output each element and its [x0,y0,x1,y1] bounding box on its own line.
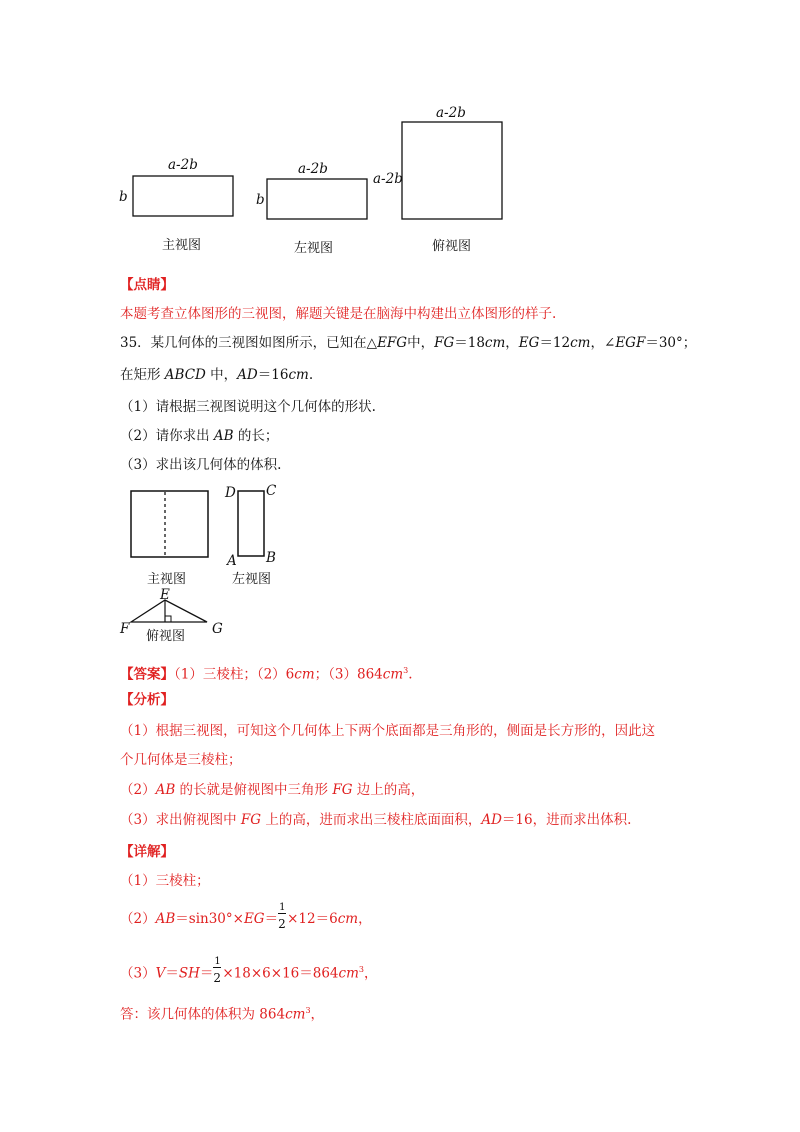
top-view-top-label: a-2b [436,105,466,121]
left-view-rect [267,179,367,219]
analysis-line-2: 个几何体是三棱柱； [120,752,242,768]
top-view-side-label: a-2b [373,171,403,187]
question-2: （2）请你求出 AB 的长； [120,428,279,444]
question-1: （1）请根据三视图说明这个几何体的形状. [120,399,376,415]
analysis-line-3: （2）AB 的长就是俯视图中三角形 FG 边上的高， [120,782,425,798]
front-view-side-label: b [119,189,128,205]
question-3: （3）求出该几何体的体积. [120,457,282,473]
label-D: D [225,485,236,501]
analysis-line-1: （1）根据三视图，可知这个几何体上下两个底面都是三角形的，侧面是长方形的，因此这 [120,723,656,739]
dianjing-heading: 【点睛】 [120,277,174,293]
analysis-heading: 【分析】 [120,692,174,708]
left-view-top-label: a-2b [298,161,328,177]
detail-final-answer: 答：该几何体的体积为 $864cm^3$， [120,1006,325,1023]
fraction-one-half-2: $\frac{1}{2}$ [213,956,222,985]
front-view-top-label: a-2b [168,157,198,173]
label-B: B [266,550,276,566]
detail-line-1: （1）三棱柱； [120,873,210,889]
label-F: F [120,621,130,637]
fraction-one-half: $\frac{1}{2}$ [278,901,286,931]
problem-line-2: 在矩形 ABCD 中，AD＝16cm. [120,367,314,383]
three-views-diagram-2 [0,480,300,640]
left-view-rect [238,491,264,556]
problem-line-1: 35．某几何体的三视图如图所示，已知在△EFG中，FG＝18cm，EG＝12cm，∠EGF＝30°； [120,335,697,351]
dianjing-text: 本题考查立体图形的三视图，解题关键是在脑海中构建出立体图形的样子. [120,306,557,322]
right-angle-mark [165,616,171,622]
front-view-rect [131,491,208,557]
left-view-side-label: b [256,192,265,208]
front-view-rect [133,176,233,216]
top-view-rect [402,122,502,219]
top-view-caption-2: 俯视图 [146,629,186,644]
front-view-caption-2: 主视图 [147,572,187,587]
analysis-line-4: （3）求出俯视图中 FG 上的高，进而求出三棱柱底面面积，AD＝16，进而求出体积. [120,812,632,828]
left-view-caption: 左视图 [294,241,334,256]
label-C: C [266,483,277,499]
label-E: E [160,587,170,603]
left-view-caption-2: 左视图 [232,572,272,587]
front-view-caption: 主视图 [162,238,202,253]
label-A: A [227,553,237,569]
top-view-caption: 俯视图 [432,239,472,254]
detail-heading: 【详解】 [120,844,174,860]
detail-line-3: （3）V＝SH＝ $\frac{1}{2}$ $\times 18\times 6\times 16=864cm^3$， [120,956,378,985]
answer-line: 【答案】（1）三棱柱；（2）6cm；$(3)864cm^3$. [120,666,413,683]
detail-line-2: （2）AB＝sin30°×EG＝ $\frac{1}{2}$ ×12＝6cm， [120,901,372,931]
three-views-diagram-1 [0,0,800,270]
label-G: G [212,621,223,637]
